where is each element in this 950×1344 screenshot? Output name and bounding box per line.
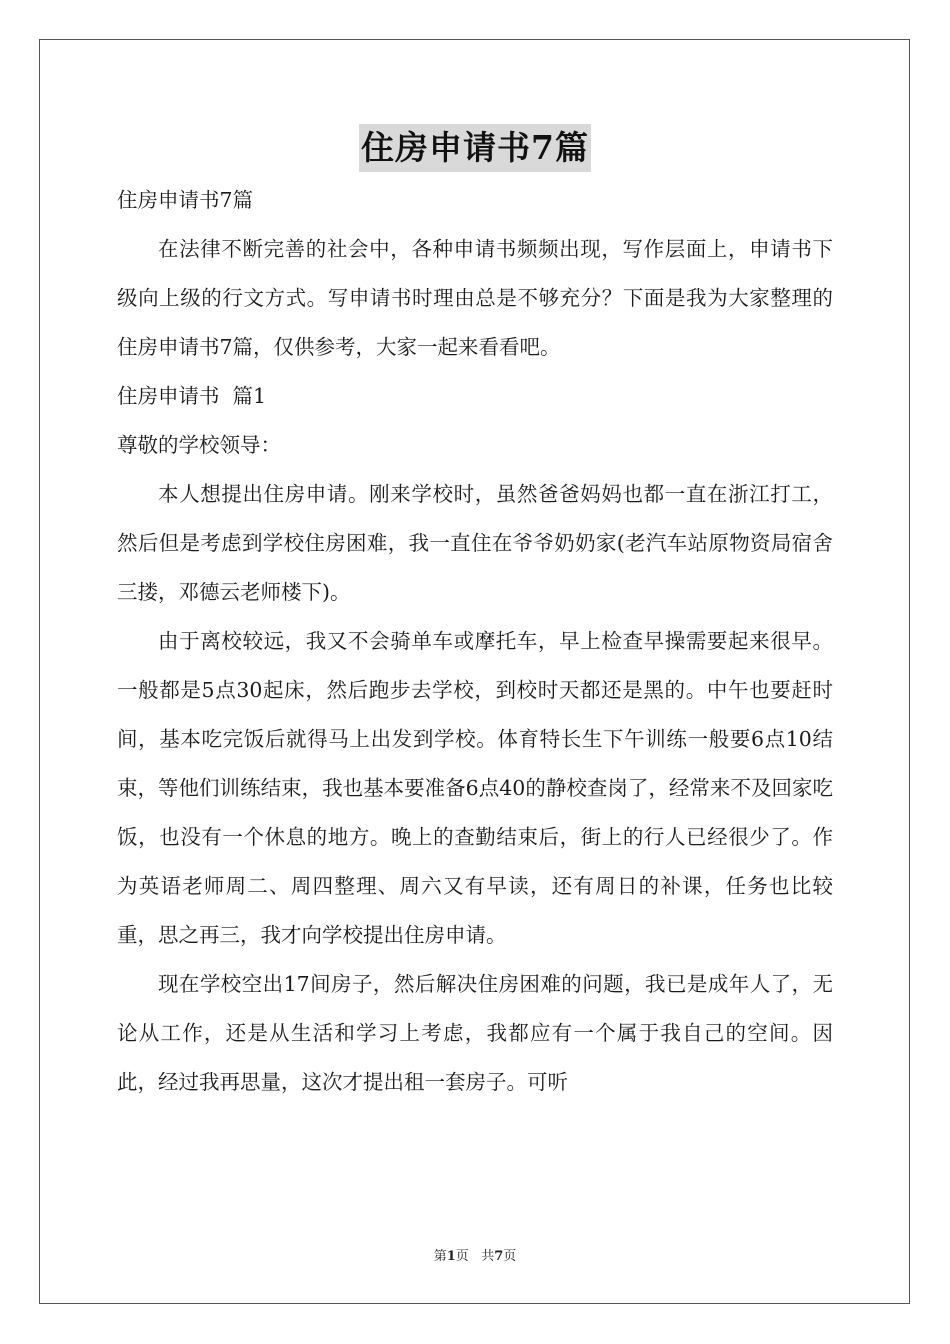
document-title: 住房申请书7篇 <box>359 124 591 172</box>
footer-total-pages: 7 <box>494 1249 504 1264</box>
body-paragraph: 由于离校较远，我又不会骑单车或摩托车，早上检查早操需要起来很早。一般都是5点30起床，然后跑步去学校，到校时天都还是黑的。中午也要赶时间，基本吃完饭后就得马上出发到学校。体育特长生下午训练一般要6点10结束，等他们训练结束，我也基本要准备6点40的静校查岗了，经常来不及回家吃饭，也没有一个休息的地方。晚上的查勤结束后，街上的行人已经很少了。作为英语老师周二、周四整理、周六又有早读，还有周日的补课，任务也比较重，思之再三，我才向学校提出住房申请。 <box>117 629 833 947</box>
footer-page-suffix: 页 <box>455 1249 469 1264</box>
title-wrap <box>0 124 950 172</box>
body-paragraph: 本人想提出住房申请。刚来学校时，虽然爸爸妈妈也都一直在浙江打工，然后但是考虑到学校住房困难，我一直住在爷爷奶奶家(老汽车站原物资局宿舍三搂，邓德云老师楼下)。 <box>117 482 833 604</box>
document-subtitle: 住房申请书7篇 <box>117 188 254 212</box>
document-body <box>117 176 833 1107</box>
footer-page-number: 1 <box>446 1249 456 1264</box>
intro-paragraph: 在法律不断完善的社会中，各种申请书频频出现，写作层面上，申请书下级向上级的行文方式。写申请书时理由总是不够充分？下面是我为大家整理的住房申请书7篇，仅供参考，大家一起来看看吧。 <box>117 237 833 359</box>
footer-page-prefix: 第 <box>433 1249 447 1264</box>
page-footer <box>0 1245 950 1264</box>
section-heading: 住房申请书 篇1 <box>117 384 267 408</box>
body-paragraph: 现在学校空出17间房子，然后解决住房困难的问题，我已是成年人了，无论从工作，还是从生活和学习上考虑，我都应有一个属于我自己的空间。因此，经过我再思量，这次才提出租一套房子。可听 <box>117 972 833 1094</box>
footer-total-prefix: 共 <box>481 1249 495 1264</box>
footer-total-suffix: 页 <box>503 1249 517 1264</box>
salutation: 尊敬的学校领导： <box>117 433 281 457</box>
